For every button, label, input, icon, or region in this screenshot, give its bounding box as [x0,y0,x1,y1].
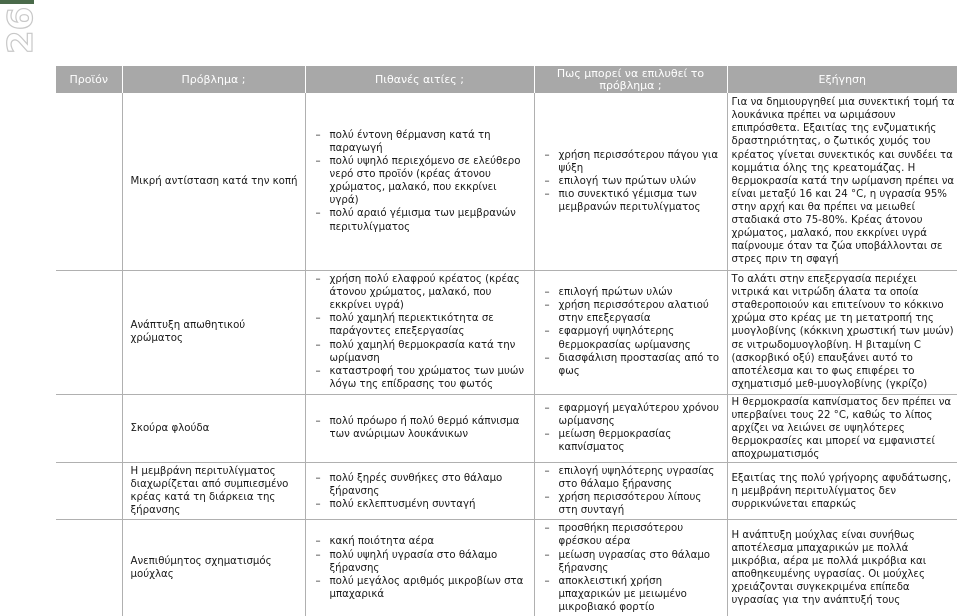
product-cell [56,462,122,519]
table-row [56,93,957,270]
solutions-list [545,522,721,614]
solution-item: – επιλογή υψηλότερης υγρασίας στο θάλαμο ξήρανσης [545,465,721,491]
solutions-list [545,149,721,214]
table-row [56,270,957,394]
causes-list [316,472,528,511]
solution-item: – εφαρμογή μεγαλύτερου χρόνου ωρίμανσης [545,402,721,428]
cause-item: – πολύ χαμηλή περιεκτικότητα σε παράγοντες επεξεργασίας [316,312,528,338]
product-cell [56,394,122,462]
solutions-list [545,465,721,517]
causes-list [316,129,528,234]
causes-cell [305,394,534,462]
cause-item: – πολύ μεγάλος αριθμός μικροβίων στα μπαχαρικά [316,575,528,601]
header-solutions: Πως μπορεί να επιλυθεί το πρόβλημα ; [534,66,727,93]
cause-item: – πολύ ξηρές συνθήκες στο θάλαμο ξήρανσης [316,472,528,498]
product-cell [56,93,122,270]
explanation-cell: Για να δημιουργηθεί μια συνεκτική τομή τα λουκάνικα πρέπει να ωριμάσουν επιπρόσθετα. Εξαιτίας της ενζυματικής δραστηριότητας, ο ζωτικός χυμός του κρέατος γίνεται συνεκτικός και συνδέει τα κομμάτια όλης της κρεατομάζας. Η θερμοκρασία κατά την ωρίμανση πρέπει να είναι μεταξύ 16 και 24 °C, η υγρασία 95% στην αρχή και θα πρέπει να μειωθεί σταδιακά στο 75-80%. Κρέας άτονου χρώματος, μαλακό, που εκκρίνει υγρά παίρνουμε όταν τα ζώα υποβάλλονται σε στρες πριν τη σφαγή [727,93,957,270]
causes-cell [305,270,534,394]
problem-cell: Σκούρα φλούδα [122,394,305,462]
header-causes: Πιθανές αιτίες ; [305,66,534,93]
solution-item: – χρήση περισσότερου αλατιού στην επεξεργασία [545,299,721,325]
explanation-cell: Η ανάπτυξη μούχλας είναι συνήθως αποτέλεσμα μπαχαρικών με πολλά μικρόβια, αέρα με πολλά μικρόβια και αποθηκευμένης υγρασίας. Οι μούχλες χρειάζονται συγκεκριμένα επίπεδα υγρασίας για την ανάπτυξή τους [727,520,957,616]
problem-cell: Ανάπτυξη απωθητικού χρώματος [122,270,305,394]
cause-item: – πολύ εκλεπτυσμένη συνταγή [316,498,528,511]
header-explanation: Εξήγηση [727,66,957,93]
solution-item: – εφαρμογή υψηλότερης θερμοκρασίας ωρίμανσης [545,325,721,351]
table-row [56,394,957,462]
solution-item: – χρήση περισσότερου λίπους στη συνταγή [545,491,721,517]
cause-item: – πολύ υψηλή υγρασία στο θάλαμο ξήρανσης [316,549,528,575]
page-number: 26 [1,6,41,54]
solutions-list [545,402,721,454]
solutions-cell [534,270,727,394]
troubleshooting-table [56,66,957,616]
problem-cell: Η μεμβράνη περιτυλίγματος διαχωρίζεται από συμπιεσμένο κρέας κατά τη διάρκεια της ξήρανσης [122,462,305,519]
header-product: Προϊόν [56,66,122,93]
cause-item: – πολύ υψηλό περιεχόμενο σε ελεύθερο νερό στο προϊόν (κρέας άτονου χρώματος, μαλακό, που εκκρίνει υγρά) [316,155,528,207]
explanation-cell: Το αλάτι στην επεξεργασία περιέχει νιτρικά και νιτρώδη άλατα τα οποία σταθεροποιούν και επιτείνουν το κόκκινο χρώμα στο κρέας με τη μετατροπή της μυογλοβίνης (κόκκινη χρωστική των μυών) σε νιτρωδομυογλοβίνη. Η βιταμίνη C (ασκορβικό οξύ) επαυξάνει αυτό το αποτέλεσμα και το φως επιφέρει το σχηματισμό μεθ-μυογλοβίνης (γκρίζο) [727,270,957,394]
solution-item: – μείωση θερμοκρασίας καπνίσματος [545,428,721,454]
problem-cell: Μικρή αντίσταση κατά την κοπή [122,93,305,270]
cause-item: – καταστροφή του χρώματος των μυών λόγω της επίδρασης του φωτός [316,365,528,391]
cause-item: – πολύ πρόωρο ή πολύ θερμό κάπνισμα των ανώριμων λουκάνικων [316,415,528,441]
solution-item: – προσθήκη περισσότερου φρέσκου αέρα [545,522,721,548]
causes-list [316,535,528,600]
solution-item: – μείωση υγρασίας στο θάλαμο ξήρανσης [545,549,721,575]
solution-item: – διασφάλιση προστασίας από το φως [545,352,721,378]
causes-list [316,415,528,441]
table-row [56,462,957,519]
solution-item: – χρήση περισσότερου πάγου για ψύξη [545,149,721,175]
solution-item: – πιο συνεκτικό γέμισμα των μεμβρανών περιτυλίγματος [545,188,721,214]
cause-item: – χρήση πολύ ελαφρού κρέατος (κρέας άτονου χρώματος, μαλακό, που εκκρίνει υγρά) [316,273,528,312]
causes-cell [305,462,534,519]
solutions-cell [534,520,727,616]
cause-item: – πολύ χαμηλή θερμοκρασία κατά την ωρίμανση [316,339,528,365]
product-cell [56,270,122,394]
solution-item: – αποκλειστική χρήση μπαχαρικών με μειωμένο μικροβιακό φορτίο [545,575,721,614]
cause-item: – κακή ποιότητα αέρα [316,535,528,548]
causes-list [316,273,528,391]
solutions-cell [534,394,727,462]
solution-item: – επιλογή των πρώτων υλών [545,175,721,188]
header-problem: Πρόβλημα ; [122,66,305,93]
explanation-cell: Η θερμοκρασία καπνίσματος δεν πρέπει να υπερβαίνει τους 22 °C, καθώς το λίπος αρχίζει να λειώνει σε υψηλότερες θερμοκρασίες και μπορεί να εμφανιστεί αποχρωματισμός [727,394,957,462]
solutions-list [545,286,721,378]
table-header-row [56,66,957,93]
explanation-cell: Εξαιτίας της πολύ γρήγορης αφυδάτωσης, η μεμβράνη περιτυλίγματος δεν συρρικνώνεται επαρκώς [727,462,957,519]
solutions-cell [534,462,727,519]
cause-item: – πολύ αραιό γέμισμα των μεμβρανών περιτυλίγματος [316,207,528,233]
causes-cell [305,93,534,270]
table-row [56,520,957,616]
problem-cell: Ανεπιθύμητος σχηματισμός μούχλας [122,520,305,616]
causes-cell [305,520,534,616]
solution-item: – επιλογή πρώτων υλών [545,286,721,299]
solutions-cell [534,93,727,270]
cause-item: – πολύ έντονη θέρμανση κατά τη παραγωγή [316,129,528,155]
product-cell [56,520,122,616]
